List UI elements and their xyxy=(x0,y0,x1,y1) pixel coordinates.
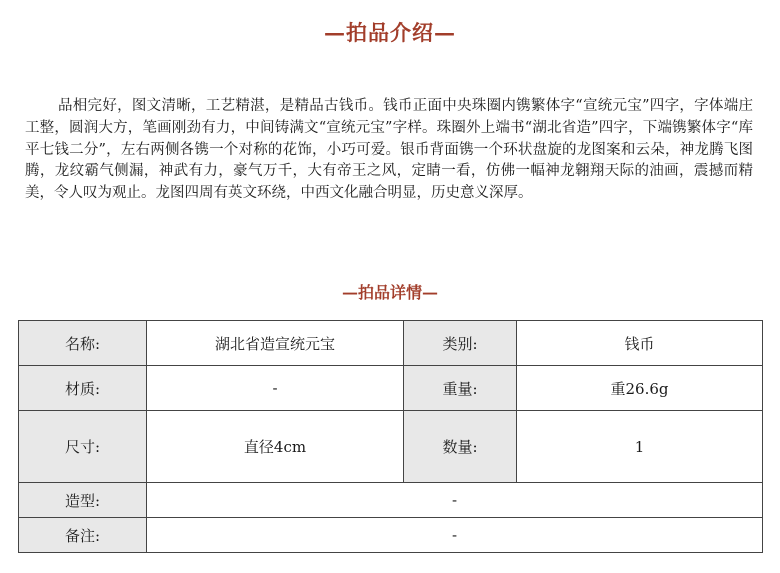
table-row xyxy=(19,411,763,483)
category-value: 钱币 xyxy=(517,321,763,366)
quantity-value: 1 xyxy=(517,411,763,483)
details-table xyxy=(18,320,763,553)
material-value: - xyxy=(147,366,404,411)
size-label: 尺寸: xyxy=(19,411,147,483)
table-row xyxy=(19,366,763,411)
remark-value: - xyxy=(147,518,763,553)
shape-value: - xyxy=(147,483,763,518)
table-row xyxy=(19,483,763,518)
category-label: 类别: xyxy=(404,321,517,366)
table-row xyxy=(19,321,763,366)
section-title-introduction: —拍品介绍— xyxy=(324,20,456,45)
name-value: 湖北省造宣统元宝 xyxy=(147,321,404,366)
material-label: 材质: xyxy=(19,366,147,411)
shape-label: 造型: xyxy=(19,483,147,518)
quantity-label: 数量: xyxy=(404,411,517,483)
remark-label: 备注: xyxy=(19,518,147,553)
weight-label: 重量: xyxy=(404,366,517,411)
name-label: 名称: xyxy=(19,321,147,366)
table-row xyxy=(19,518,763,553)
size-value: 直径4cm xyxy=(147,411,404,483)
introduction-paragraph: 品相完好，图文清晰，工艺精湛，是精品古钱币。钱币正面中央珠圈内镌繁体字“宣统元宝”四字，字体端庄工整，圆润大方，笔画刚劲有力，中间铸满文“宣统元宝”字样。珠圈外上端书“湖北省造”四字，下端镌繁体字“库平七钱二分”，左右两侧各镌一个对称的花饰，小巧可爱。银币背面镌一个环状盘旋的龙图案和云朵，神龙腾飞图腾，龙纹霸气侧漏，神武有力，豪气万千，大有帝王之风，定睛一看，仿佛一幅神龙翱翔天际的油画，震撼而精美，令人叹为观止。龙图四周有英文环绕，中西文化融合明显，历史意义深厚。 xyxy=(25,98,753,202)
section-title-details: —拍品详情— xyxy=(341,283,438,302)
weight-value: 重26.6g xyxy=(517,366,763,411)
